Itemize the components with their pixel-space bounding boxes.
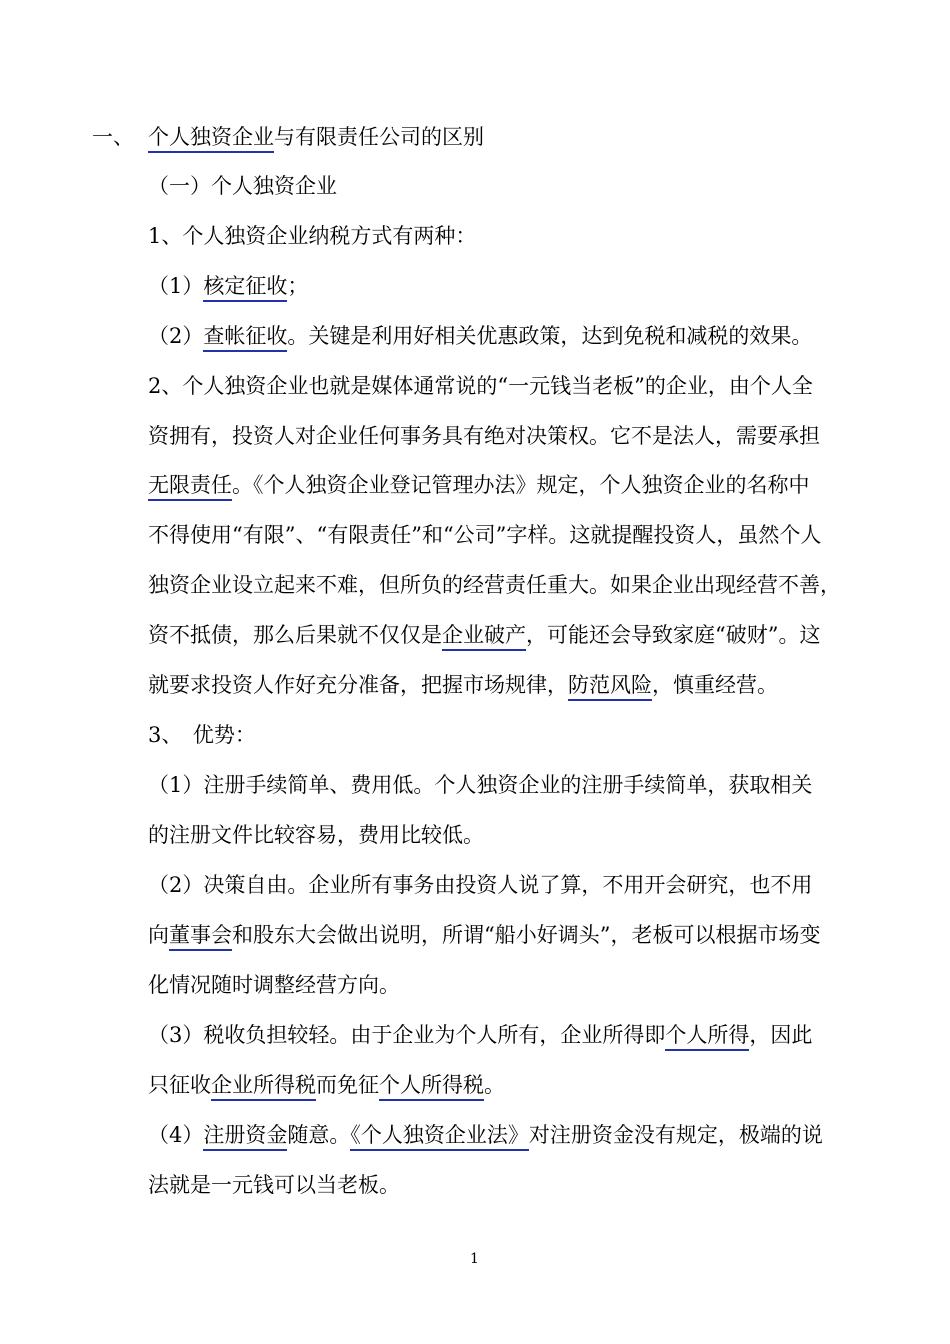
heading-number: 一、 [92,125,134,149]
link-risk-prevention[interactable]: 防范风险 [568,673,652,701]
adv1-line-2: 的注册文件比较容易，费用比较低。 [148,823,484,847]
adv1-line-1: （1）注册手续简单、费用低。个人独资企业的注册手续简单，获取相关 [148,773,813,797]
tax-method-1: （1）核定征收； [148,271,863,301]
link-bankruptcy[interactable]: 企业破产 [442,623,526,651]
adv4-line-2: 法就是一元钱可以当老板。 [148,1173,400,1197]
para2-line-7: 就要求投资人作好充分准备，把握市场规律，防范风险，慎重经营。 [148,670,863,700]
para2-line-5: 独资企业设立起来不难，但所负的经营责任重大。如果企业出现经营不善， [148,573,841,597]
adv2-line-2: 向董事会和股东大会做出说明，所谓“船小好调头”，老板可以根据市场变 [148,920,863,950]
adv2-line-1: （2）决策自由。企业所有事务由投资人说了算，不用开会研究，也不用 [148,873,813,897]
section-heading: 个人独资企业与有限责任公司的区别 [148,122,863,152]
link-audit-collection[interactable]: 查帐征收 [203,324,287,352]
link-registered-capital[interactable]: 注册资金 [203,1123,287,1151]
para2-line-4: 不得使用“有限”、“有限责任”和“公司”字样。这就提醒投资人，虽然个人 [148,523,822,547]
link-corporate-income-tax[interactable]: 企业所得税 [211,1073,316,1101]
item-1-tax-methods: 1、个人独资企业纳税方式有两种： [148,224,477,248]
link-sole-proprietorship[interactable]: 个人独资企业 [148,125,274,153]
adv2-line-3: 化情况随时调整经营方向。 [148,973,400,997]
para2-line-3: 无限责任。《个人独资企业登记管理办法》规定，个人独资企业的名称中 [148,470,863,500]
adv4-line-1: （4）注册资金随意。《个人独资企业法》对注册资金没有规定，极端的说 [148,1120,863,1150]
page-number: 1 [470,1251,479,1267]
link-personal-income-tax[interactable]: 个人所得税 [379,1073,484,1101]
adv3-line-2: 只征收企业所得税而免征个人所得税。 [148,1070,863,1100]
link-personal-income[interactable]: 个人所得 [665,1023,749,1051]
para2-line-1: 2、个人独资企业也就是媒体通常说的“一元钱当老板”的企业，由个人全 [148,374,813,398]
link-board-of-directors[interactable]: 董事会 [169,923,232,951]
item-3-advantages: 3、 优势： [148,723,256,747]
subheading: （一）个人独资企业 [148,174,337,198]
para2-line-2: 资拥有，投资人对企业任何事务具有绝对决策权。它不是法人，需要承担 [148,424,820,448]
link-sole-proprietorship-law[interactable]: 《个人独资企业法》 [350,1123,529,1151]
adv3-line-1: （3）税收负担较轻。由于企业为个人所有，企业所得即个人所得，因此 [148,1020,863,1050]
link-assessed-collection[interactable]: 核定征收 [203,274,287,302]
link-unlimited-liability[interactable]: 无限责任 [148,473,232,501]
tax-method-2: （2）查帐征收。关键是利用好相关优惠政策，达到免税和减税的效果。 [148,321,863,351]
para2-line-6: 资不抵债，那么后果就不仅仅是企业破产，可能还会导致家庭“破财”。这 [148,620,863,650]
